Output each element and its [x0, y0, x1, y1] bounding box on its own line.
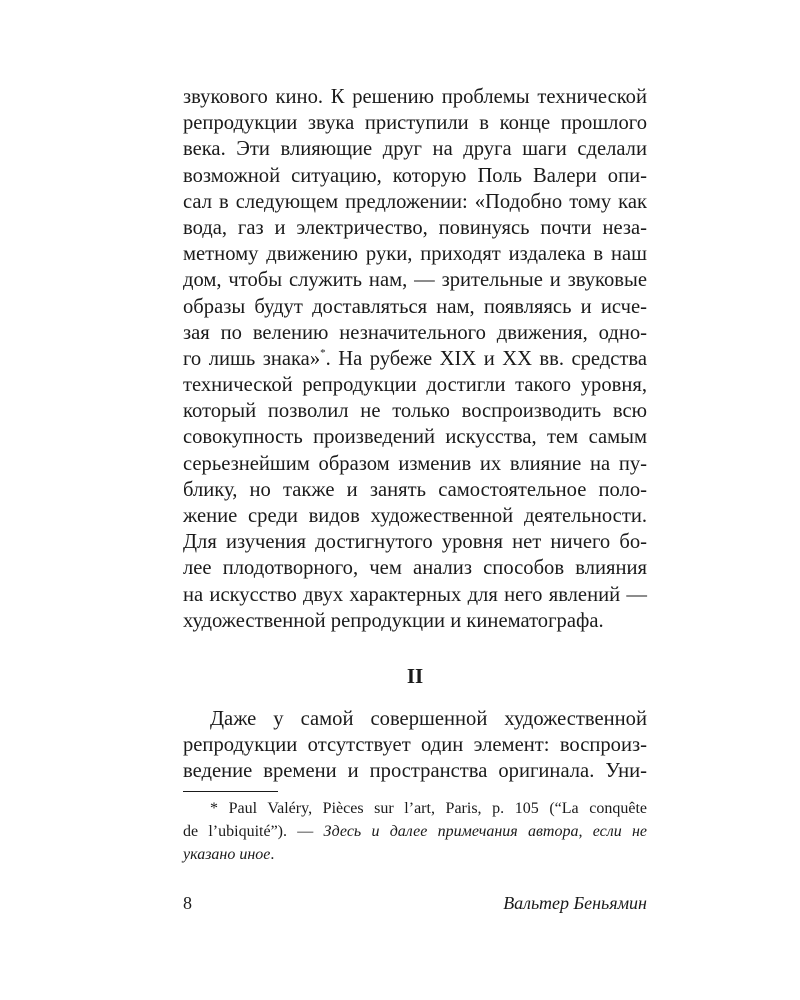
- footnote-line: [183, 820, 647, 843]
- footnote-line: [183, 843, 647, 866]
- footnote-reference[interactable]: *: [320, 346, 326, 359]
- text-line: зая по велению незначительного движения, одно-: [183, 321, 647, 344]
- main-text-block: [183, 84, 647, 634]
- footnote: [183, 797, 647, 866]
- text-line: серьезнейшим образом изменив их влияние на пу-: [183, 452, 647, 475]
- quote-end: го лишь знака»: [183, 347, 321, 370]
- text-line: лее плодотворного, чем анализ способов влияния: [183, 557, 647, 580]
- quote-continuation: . На рубеже XIX и XX вв. средства: [325, 347, 647, 370]
- running-head-author: Вальтер Беньямин: [503, 893, 647, 913]
- text-line: вода, газ и электричество, повинуясь почти неза-: [183, 216, 647, 239]
- footnote-source-end: de l’ubiquité”). —: [183, 823, 324, 840]
- section-heading: II: [406, 664, 424, 688]
- text-line-with-footnote-ref: [183, 346, 647, 372]
- text-line: на искусство двух характерных для него явлений —: [183, 583, 647, 606]
- text-line: совокупность произведений искусства, тем самым: [183, 426, 647, 449]
- text-line: жение среди видов художественной деятельности.: [183, 505, 647, 527]
- text-line: ведение времени и пространства оригинала. Уни-: [183, 760, 647, 783]
- text-line: дом, чтобы служить нам, — зрительные и звуковые: [183, 269, 647, 292]
- text-line: возможной ситуацию, которую Поль Валери опи-: [183, 164, 647, 187]
- text-line: метному движению руки, приходят издалека в наш: [183, 243, 647, 266]
- text-line: репродукции звука приступили в конце прошлого: [183, 112, 647, 135]
- text-line: звукового кино. К решению проблемы технической: [183, 86, 647, 108]
- text-line: художественной репродукции и кинематографа.: [183, 609, 604, 632]
- text-line: сал в следующем предложении: «Подобно тому как: [183, 190, 647, 213]
- page-number: 8: [183, 893, 192, 913]
- text-line: который позволил не только воспроизводить всю: [183, 400, 647, 423]
- text-line: Для изучения достигнутого уровня нет ничего бо-: [183, 531, 647, 554]
- page-footer: [183, 890, 647, 916]
- footnote-period: .: [270, 846, 275, 863]
- text-line: технической репродукции достигли такого уровня,: [183, 374, 647, 397]
- text-line: блику, но также и занять самостоятельное поло-: [183, 478, 647, 501]
- text-line: века. Эти влияющие друг на друга шаги сделали: [183, 138, 647, 161]
- text-line: Даже у самой совершенной художественной: [210, 708, 647, 730]
- section-text-block: [183, 706, 647, 785]
- footnote-note-end: указано иное: [183, 846, 271, 863]
- footnote-line: * Paul Valéry, Pièces sur l’art, Paris, p. 105 (“La conquête: [210, 800, 647, 817]
- footnote-divider: [183, 791, 278, 792]
- text-line: образы будут доставляться нам, появляясь и исче-: [183, 295, 647, 318]
- footnote-note: Здесь и далее примечания автора, если не: [323, 823, 647, 840]
- text-line: репродукции отсутствует один элемент: воспроиз-: [183, 734, 647, 757]
